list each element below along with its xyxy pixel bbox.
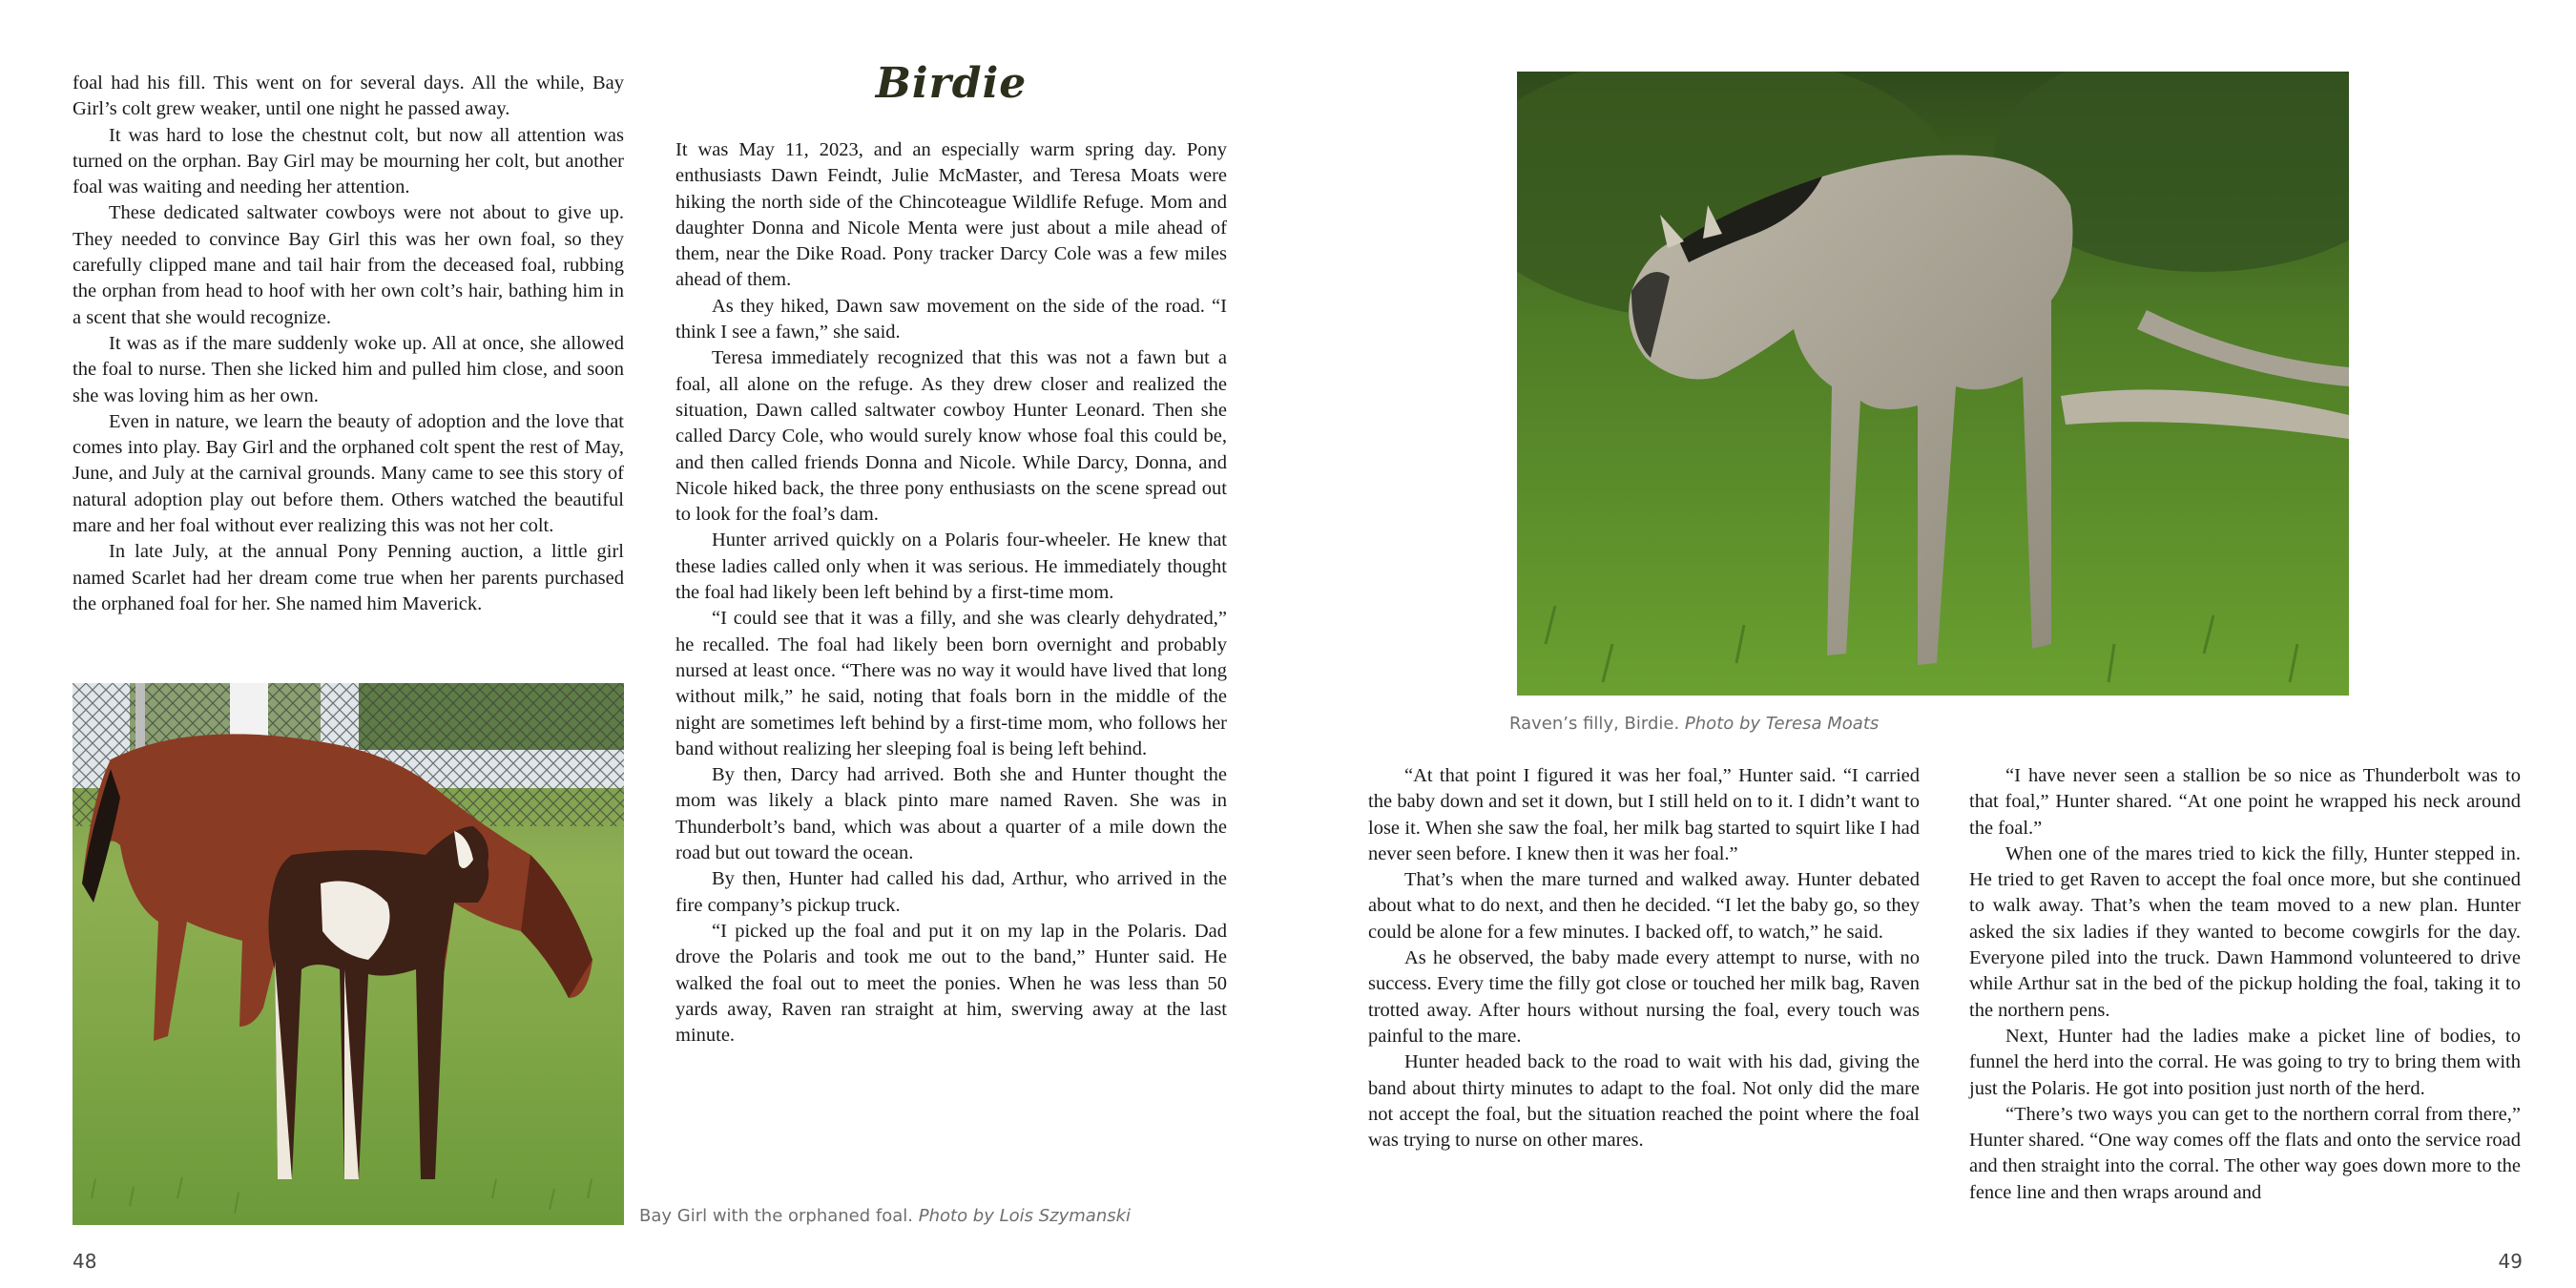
right-column-1 <box>1368 763 1920 1153</box>
paragraph: By then, Hunter had called his dad, Arthur, who arrived in the fire company’s pickup truck. <box>675 868 1227 916</box>
paragraph: “I picked up the foal and put it on my lap in the Polaris. Dad drove the Polaris and took me out to the band,” Hunter said. He walked the foal out to meet the ponies. When he was less than 50 yards away, Raven ran straight at him, swerving away at the last minute. <box>675 920 1227 1047</box>
paragraph: foal had his fill. This went on for several days. All the while, Bay Girl’s colt grew weaker, until one night he passed away. <box>73 73 624 120</box>
paragraph: “I could see that it was a filly, and she was clearly dehydrated,” he recalled. The foal had likely been born overnight and probably nursed at least once. “There was no way it would have lived that long without milk,” he said, noting that foals born in the middle of the night are sometimes left behind by a first-time mom, who follows her band without realizing her sleeping foal is being left behind. <box>675 608 1227 759</box>
photo-credit: Photo by Teresa Moats <box>1684 714 1880 734</box>
paragraph: When one of the mares tried to kick the filly, Hunter stepped in. He tried to get Raven to accept the foal once more, but she continued to walk away. That’s when the team moved to a new plan. Hunter asked the six ladies if they wanted to become cowgirls for the day. Everyone piled into the truck. Dawn Hammond volunteered to drive while Arthur sat in the bed of the pickup holding the foal, taking it to the northern pens. <box>1969 842 2521 1021</box>
page-number-right: 49 <box>2498 1250 2523 1273</box>
caption-text: Raven’s filly, Birdie. <box>1509 714 1685 734</box>
caption-bay-girl <box>639 1206 1131 1226</box>
chapter-title: Birdie <box>875 59 1028 108</box>
paragraph: It was as if the mare suddenly woke up. All at once, she allowed the foal to nurse. Then she licked him and pulled him close, and soon she was loving him as her own. <box>73 332 624 406</box>
paragraph: Hunter arrived quickly on a Polaris four-wheeler. He knew that these ladies called only when it was serious. He immediately thought the foal had likely been left behind by a first-time mom. <box>675 530 1227 604</box>
photo-birdie-filly <box>1517 72 2349 696</box>
paragraph: It was hard to lose the chestnut colt, but now all attention was turned on the orphan. Bay Girl may be mourning her colt, but another foal was waiting and needing her attention. <box>73 124 624 198</box>
paragraph: Even in nature, we learn the beauty of adoption and the love that comes into play. Bay Girl and the orphaned colt spent the rest of May, June, and July at the carnival grounds. Many came to see this story of natural adoption play out before them. Others watched the beautiful mare and her foal without ever realizing this was not her colt. <box>73 410 624 537</box>
paragraph: It was May 11, 2023, and an especially warm spring day. Pony enthusiasts Dawn Feindt, Julie McMaster, and Teresa Moats were hiking the north side of the Chincoteague Wildlife Refuge. Mom and daughter Donna and Nicole Menta were just about a mile ahead of them, near the Dike Road. Pony tracker Darcy Cole was a few miles ahead of them. <box>675 139 1227 291</box>
right-column-2 <box>1969 763 2521 1206</box>
paragraph: As he observed, the baby made every attempt to nurse, with no success. Every time the filly got close or touched her milk bag, Raven trotted away. After hours without nursing the foal, every touch was painful to the mare. <box>1368 947 1920 1047</box>
paragraph: Hunter headed back to the road to wait with his dad, giving the band about thirty minutes to adapt to the foal. Not only did the mare not accept the foal, but the situation reached the point where the foal was trying to nurse on other mares. <box>1368 1051 1920 1152</box>
photo-credit: Photo by Lois Szymanski <box>918 1206 1132 1226</box>
paragraph: Next, Hunter had the ladies make a picket line of bodies, to funnel the herd into the corral. He was going to try to bring them with just the Polaris. He got into position just north of the herd. <box>1969 1025 2521 1099</box>
paragraph: “There’s two ways you can get to the northern corral from there,” Hunter shared. “One way comes off the flats and onto the service road and then straight into the corral. The other way goes down more to the fence line and then wraps around and <box>1969 1103 2521 1203</box>
left-column-1 <box>73 71 624 617</box>
paragraph: “I have never seen a stallion be so nice as Thunderbolt was to that foal,” Hunter shared. “At one point he wrapped his neck around the foal.” <box>1969 765 2521 839</box>
paragraph: By then, Darcy had arrived. Both she and Hunter thought the mom was likely a black pinto mare named Raven. She was in Thunderbolt’s band, which was about a quarter of a mile down the road but out toward the ocean. <box>675 764 1227 864</box>
caption-birdie <box>1509 714 1879 734</box>
caption-text: Bay Girl with the orphaned foal. <box>639 1206 919 1226</box>
paragraph: That’s when the mare turned and walked away. Hunter debated about what to do next, and then he decided. “I let the baby go, so they could be alone for a few minutes. I backed off, to watch,” he said. <box>1368 869 1920 943</box>
left-column-2 <box>675 137 1227 1049</box>
photo-mare-and-foal <box>73 683 624 1225</box>
paragraph: “At that point I figured it was her foal,” Hunter said. “I carried the baby down and set it down, but I still held on to it. I didn’t want to lose it. When she saw the foal, her milk bag started to squirt like I had never seen before. I knew then it was her foal.” <box>1368 765 1920 864</box>
paragraph: In late July, at the annual Pony Penning auction, a little girl named Scarlet had her dream come true when her parents purchased the orphaned foal for her. She named him Maverick. <box>73 541 624 614</box>
paragraph: These dedicated saltwater cowboys were not about to give up. They needed to convince Bay Girl this was her own foal, so they carefully clipped mane and tail hair from the deceased foal, rubbing the orphan from head to hoof with her own colt’s hair, bathing him in a scent that she would recognize. <box>73 202 624 328</box>
paragraph: As they hiked, Dawn saw movement on the side of the road. “I think I see a fawn,” she said. <box>675 295 1227 343</box>
page-number-left: 48 <box>73 1250 97 1273</box>
paragraph: Teresa immediately recognized that this was not a fawn but a foal, all alone on the refuge. As they drew closer and realized the situation, Dawn called saltwater cowboy Hunter Leonard. Then she called Darcy Cole, who would surely know whose foal this could be, and then called friends Donna and Nicole. While Darcy, Donna, and Nicole hiked back, the three pony enthusiasts on the scene spread out to look for the foal’s dam. <box>675 347 1227 526</box>
